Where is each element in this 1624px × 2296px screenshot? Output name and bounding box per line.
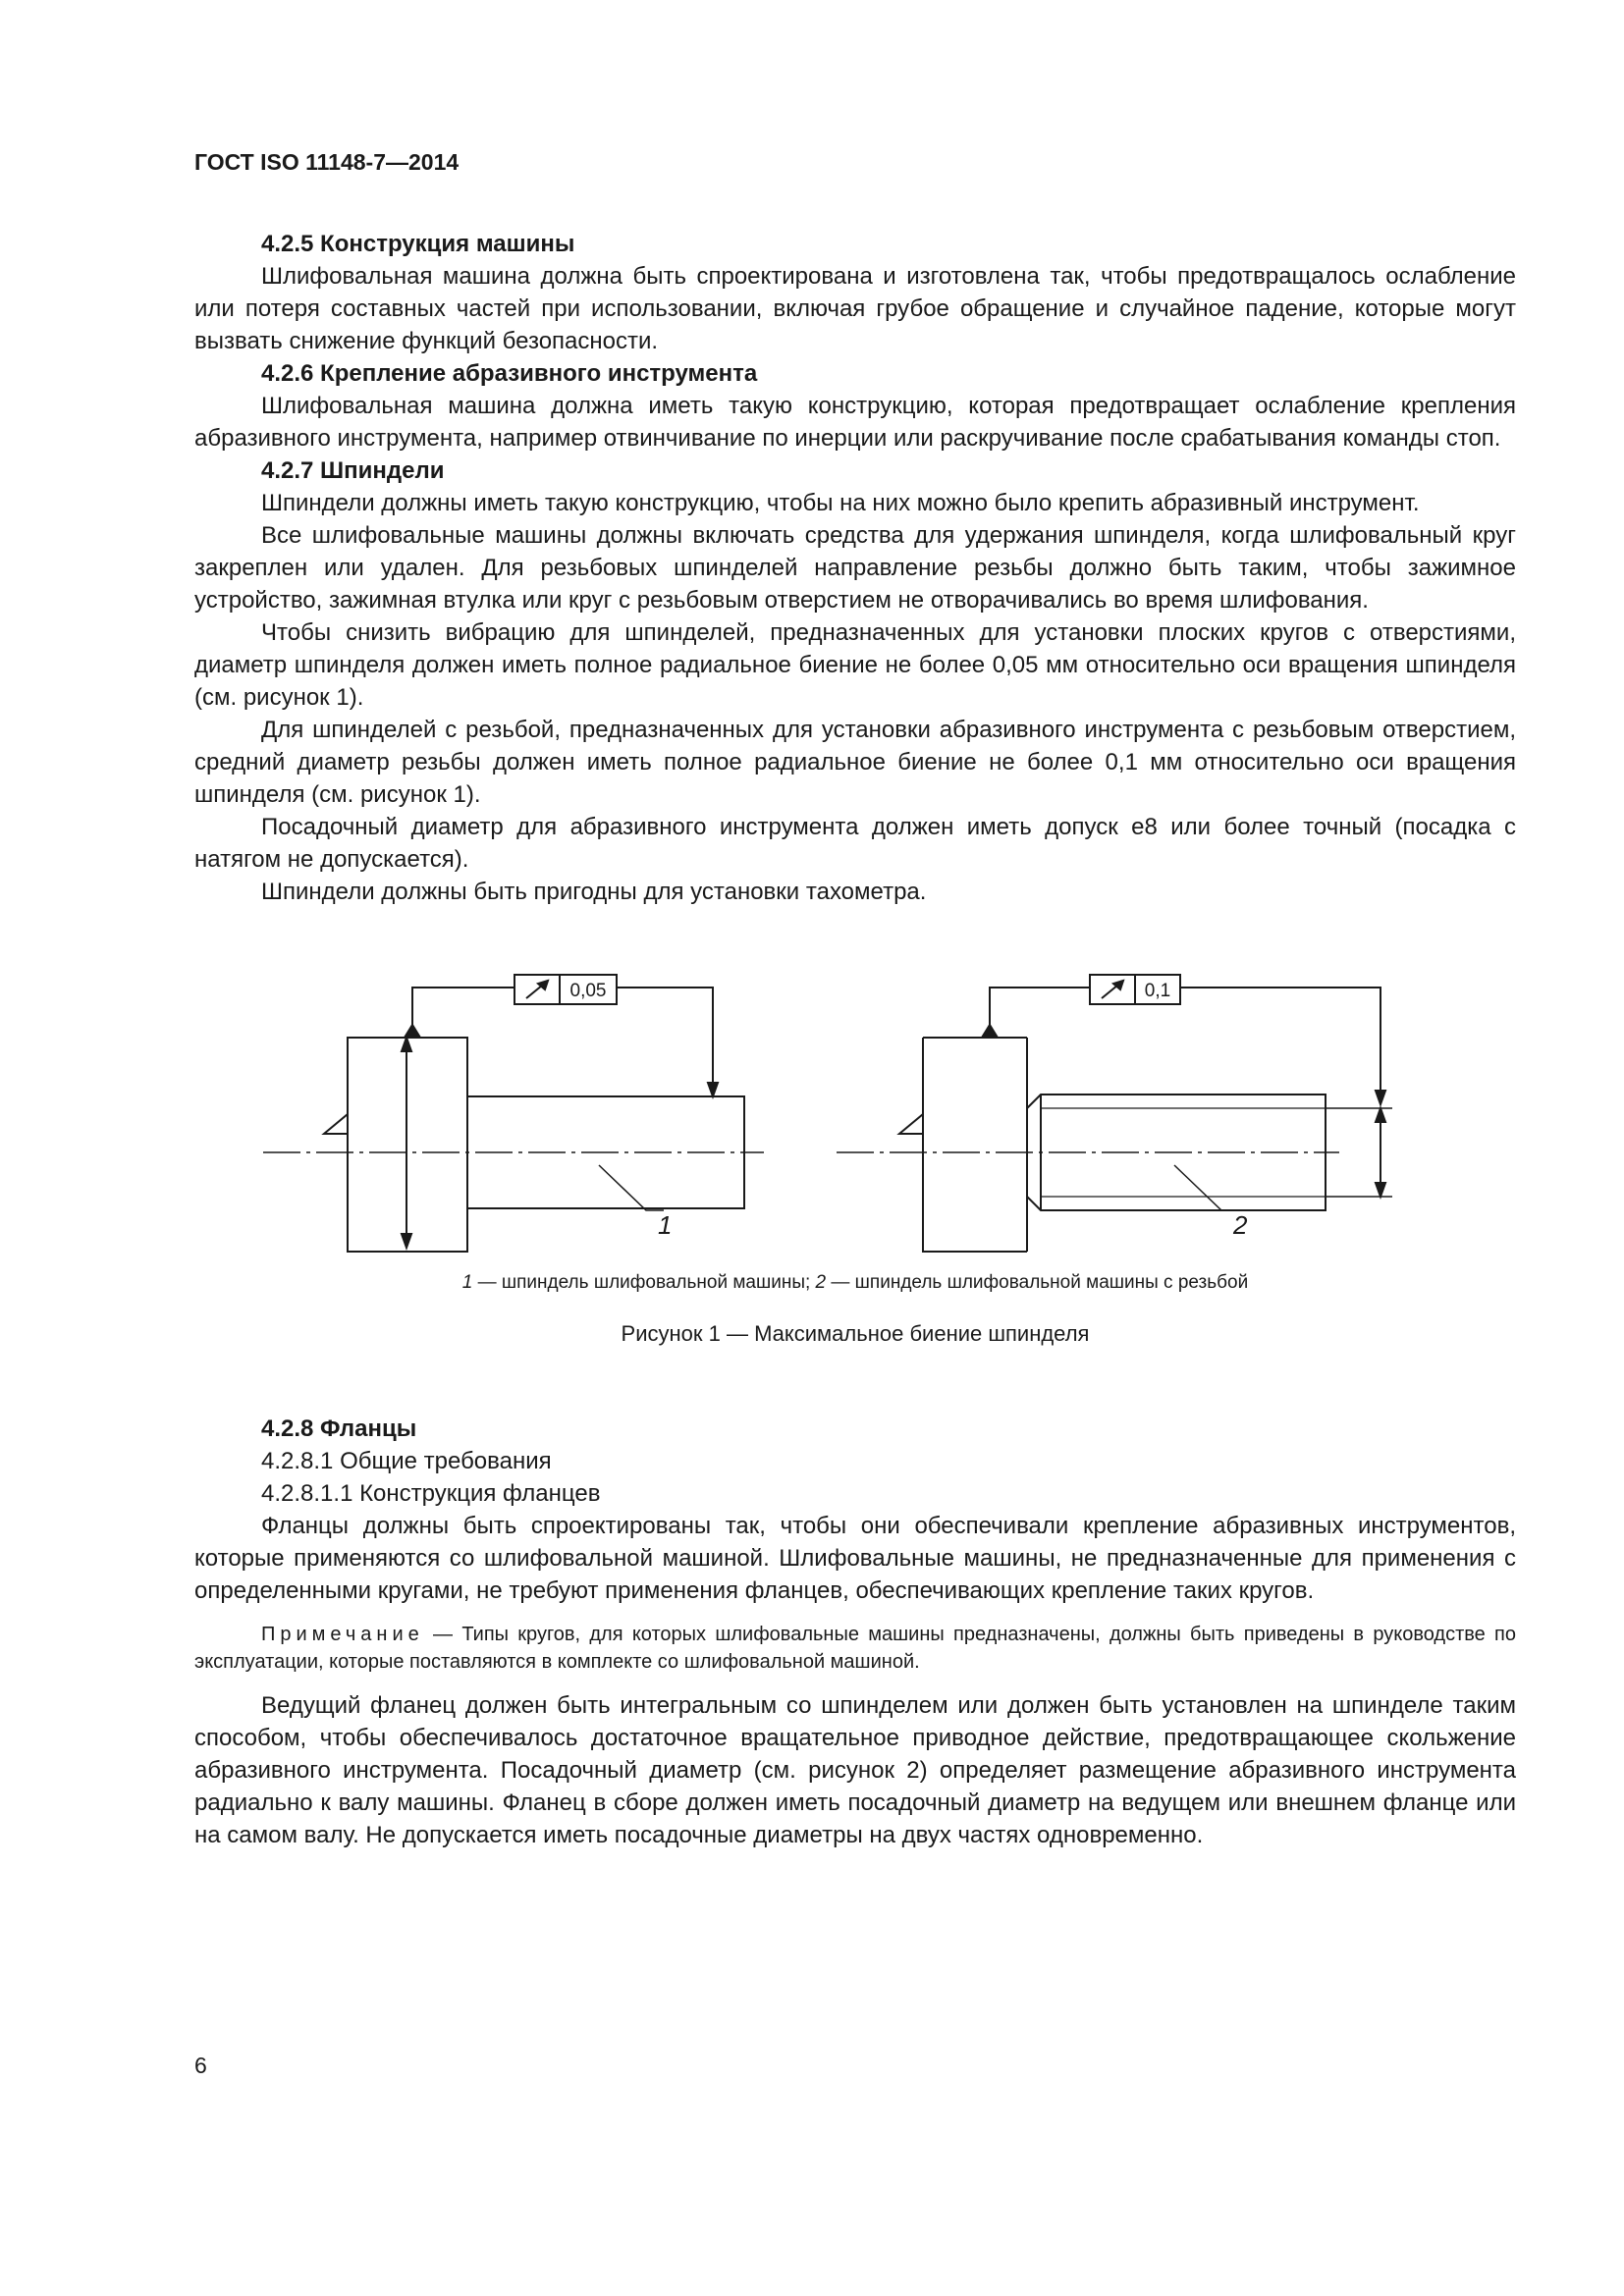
paragraph: Ведущий фланец должен быть интегральным со шпинделем или должен быть установлен на шпинделе таким способом, чтобы обеспечивалось достаточное вращательное приводное действие, предотвращающее скольжение абразивного инструмента. Посадочный диаметр (см. рисунок 2) определяет размещение абразивного инструмента радиально к валу машины. Фланец в сборе должен иметь посадочный диаметр на ведущем или внешнем фланце или на самом валу. Не допускается иметь посадочные диаметры на двух частях одновременно. — [194, 1692, 1516, 1848]
tolerance-value-right: 0,1 — [1144, 981, 1171, 1001]
note — [194, 1621, 1516, 1676]
paragraph: Шпиндели должны иметь такую конструкцию, чтобы на них можно было крепить абразивный инструмент. — [261, 490, 1420, 516]
paragraph: Для шпинделей с резьбой, предназначенных для установки абразивного инструмента с резьбовым отверстием, средний диаметр резьбы должен иметь полное радиальное биение не более 0,1 мм относительно оси вращения шпинделя (см. рисунок 1). — [194, 717, 1516, 808]
legend-text: — шпиндель шлифовальной машины с резьбой — [826, 1272, 1249, 1293]
subsection-heading: 4.2.8.1.1 Конструкция фланцев — [261, 1480, 601, 1507]
spindle-label-2: 2 — [1233, 1210, 1248, 1240]
spindle-drawing-left — [263, 975, 764, 1252]
figure-caption: Рисунок 1 — Максимальное биение шпинделя — [621, 1321, 1090, 1346]
page-number: 6 — [194, 2053, 207, 2078]
note-label: Примечание — [261, 1624, 424, 1645]
section-heading-4-2-6: 4.2.6 Крепление абразивного инструмента — [261, 360, 758, 387]
spindle-drawing-right — [837, 975, 1392, 1252]
section-heading-4-2-5: 4.2.5 Конструкция машины — [261, 231, 575, 257]
paragraph: Фланцы должны быть спроектированы так, чтобы они обеспечивали крепление абразивных инструментов, которые применяются со шлифовальной машиной. Шлифовальные машины, не предназначенные для применения с определенными кругами, не требуют применения фланцев, обеспечивающих крепление таких кругов. — [194, 1513, 1516, 1604]
document-header: ГОСТ ISO 11148-7—2014 — [194, 149, 460, 175]
legend-number: 1 — [461, 1272, 473, 1293]
paragraph: Шлифовальная машина должна иметь такую конструкцию, которая предотвращает ослабление крепления абразивного инструмента, например отвинчивание по инерции или раскручивание после срабатывания команды стоп. — [194, 393, 1516, 452]
subsection-heading: 4.2.8.1 Общие требования — [261, 1448, 552, 1474]
paragraph: Чтобы снизить вибрацию для шпинделей, предназначенных для установки плоских кругов с отверстиями, диаметр шпинделя должен иметь полное радиальное биение не более 0,05 мм относительно оси вращения шпинделя (см. рисунок 1). — [194, 619, 1516, 711]
paragraph: Посадочный диаметр для абразивного инструмента должен иметь допуск е8 или более точный (посадка с натягом не допускается). — [194, 814, 1516, 873]
section-heading-4-2-8: 4.2.8 Фланцы — [261, 1415, 417, 1442]
figure-1 — [194, 947, 1516, 1367]
legend-number: 2 — [815, 1272, 827, 1293]
tolerance-value-left: 0,05 — [569, 981, 607, 1001]
spindle-runout-drawing — [194, 947, 1516, 1281]
note-text: — Типы кругов, для которых шлифовальные машины предназначены, должны быть приведены в руководстве по эксплуатации, которые поставляются в комплекте со шлифовальной машиной. — [194, 1624, 1516, 1673]
section-heading-4-2-7: 4.2.7 Шпиндели — [261, 457, 445, 484]
paragraph: Шпиндели должны быть пригодны для установки тахометра. — [261, 879, 927, 905]
document-body — [194, 228, 1516, 1851]
legend-text: — шпиндель шлифовальной машины; — [472, 1272, 816, 1293]
figure-legend — [194, 1271, 1516, 1295]
spindle-label-1: 1 — [658, 1210, 673, 1240]
paragraph: Шлифовальная машина должна быть спроектирована и изготовлена так, чтобы предотвращалось ослабление или потеря составных частей при использовании, включая грубое обращение и случайное падение, которые могут вызвать снижение функций безопасности. — [194, 263, 1516, 354]
paragraph: Все шлифовальные машины должны включать средства для удержания шпинделя, когда шлифовальный круг закреплен или удален. Для резьбовых шпинделей направление резьбы должно быть таким, чтобы зажимное устройство, зажимная втулка или круг с резьбовым отверстием не отворачивались во время шлифования. — [194, 522, 1516, 614]
